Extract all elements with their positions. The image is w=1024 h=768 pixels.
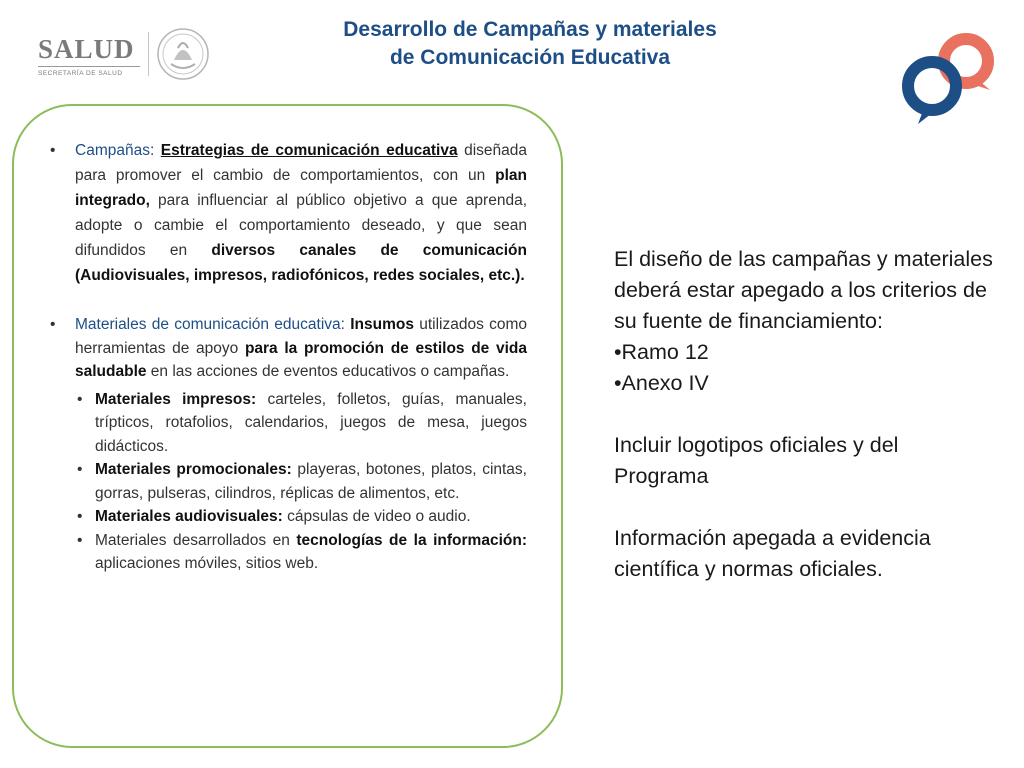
subitem-audiovisuales-keyword: Materiales audiovisuales: <box>95 508 283 525</box>
subitem-promocionales-keyword: Materiales promocionales: <box>95 461 292 478</box>
campanas-keyword-1: plan integrado, <box>75 167 527 209</box>
materiales-text-2: en las acciones de eventos educativos o campañas. <box>146 363 510 380</box>
bullet-materiales <box>50 313 527 384</box>
subitem-tecnologias-keyword: tecnologías de la información: <box>296 531 527 549</box>
campanas-lead: Estrategias de comunicación educativa <box>160 142 458 159</box>
subitem-promocionales <box>50 458 527 505</box>
materiales-subitems <box>50 388 527 576</box>
spacer <box>614 492 994 523</box>
logo-divider <box>148 32 149 76</box>
page-title <box>270 16 790 72</box>
subitem-promocionales-text: playeras, botones, platos, cintas, gorras, pulseras, cilindros, réplicas de alimentos, etc. <box>95 461 527 502</box>
requirements-evidence: Información apegada a evidencia científica y normas oficiales. <box>614 526 931 581</box>
definitions-list <box>50 138 527 576</box>
subitem-tecnologias <box>50 529 527 576</box>
page-title-line2: de Comunicación Educativa <box>389 46 671 69</box>
salud-logo <box>30 24 220 84</box>
salud-logo-subtitle: SECRETARÍA DE SALUD <box>38 70 123 77</box>
requirements-item-ramo-12: •Ramo 12 <box>614 340 709 364</box>
materiales-text-1: utilizados como herramientas de apoyo <box>75 316 527 357</box>
subitem-tecnologias-text-1: Materiales desarrollados en <box>95 531 297 549</box>
page-title-line1: Desarrollo de Campañas y materiales <box>343 18 717 41</box>
campanas-keyword-2: diversos canales de comunicación (Audiovisuales, impresos, radiofónicos, redes sociales, etc.). <box>75 242 527 284</box>
subitem-impresos <box>50 388 527 459</box>
campanas-term: Campañas <box>75 142 150 159</box>
campanas-text-1: diseñada para promover el cambio de comportamientos, con un <box>75 142 527 184</box>
program-logo-icon <box>894 26 1000 126</box>
salud-logo-rule <box>38 66 140 67</box>
national-seal-icon <box>154 26 212 82</box>
salud-logo-word: SALUD <box>38 34 135 64</box>
requirements-item-anexo-iv: •Anexo IV <box>614 371 709 395</box>
requirements-logos: Incluir logotipos oficiales y del Programa <box>614 433 899 488</box>
subitem-tecnologias-text-2: aplicaciones móviles, sitios web. <box>95 555 319 572</box>
requirements-text <box>614 244 994 585</box>
subitem-impresos-text: carteles, folletos, guías, manuales, trípticos, rotafolios, calendarios, juegos de mesa, juegos didácticos. <box>95 390 527 455</box>
requirements-intro: El diseño de las campañas y materiales deberá estar apegado a los criterios de su fuente de financiamiento: <box>614 247 993 333</box>
subitem-audiovisuales-text: cápsulas de video o audio. <box>282 508 471 525</box>
subitem-audiovisuales <box>50 505 527 529</box>
spacer <box>614 399 994 430</box>
bullet-campanas <box>50 138 527 288</box>
campanas-text-2: para influenciar al público objetivo a que aprenda, adopte o cambie el comportamiento deseado, y que sean difundidos en <box>75 192 527 259</box>
materiales-keyword-2: para la promoción de estilos de vida saludable <box>75 339 527 380</box>
materiales-keyword-1: Insumos <box>344 316 414 333</box>
campanas-separator: : <box>149 142 161 159</box>
materiales-term: Materiales de comunicación educativa: <box>75 316 345 333</box>
subitem-impresos-keyword: Materiales impresos: <box>95 390 257 408</box>
